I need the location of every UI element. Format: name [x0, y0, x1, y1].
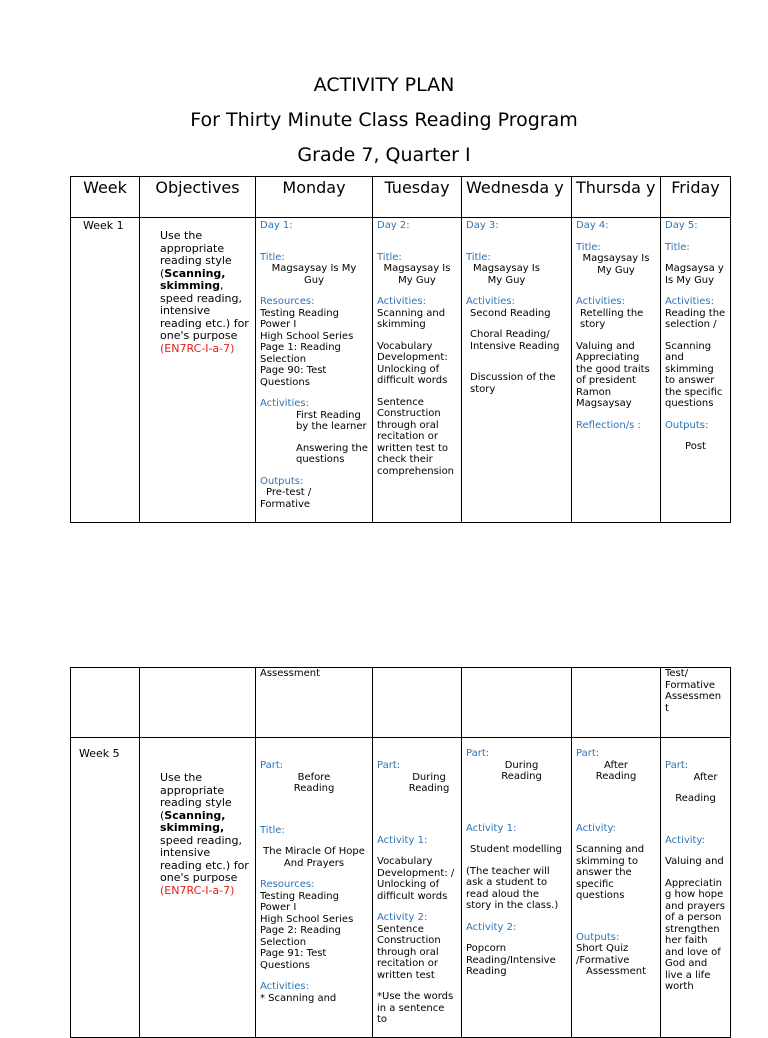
page-subtitle: For Thirty Minute Class Reading Program	[190, 109, 578, 131]
week5-objectives-cell	[140, 738, 256, 1038]
header-friday: Friday	[661, 177, 731, 218]
week-label: Week 1	[83, 219, 124, 232]
header-week: Week	[71, 177, 140, 218]
activity-table-week1	[70, 176, 731, 523]
day-label: Day 1:	[260, 220, 293, 231]
page-title: ACTIVITY PLAN	[313, 74, 455, 96]
week5-friday-cell: Part: After Reading Activity: Valuing and Appreciatin g how hope and prayers of a person strengthen her faith and love of God and live a life worth	[661, 738, 731, 1038]
continued-friday-cell: Test/ Formative Assessmen t	[661, 668, 731, 738]
competency-code: (EN7RC-I-a-7)	[160, 883, 235, 897]
objective-text: Use the appropriate reading style (Scanning, skimming, speed reading, intensive reading etc.) for one's purpose (EN7RC-I-a-7)	[160, 771, 249, 897]
header-thursday: Thursda y	[572, 177, 661, 218]
grade-quarter: Grade 7, Quarter I	[297, 144, 471, 166]
week1-friday-cell: Day 5: Title: Magsaysa y Is My Guy Activities: Reading the selection / Scanning and skimming to answer the specific questions Outputs: Post	[661, 218, 731, 523]
lesson-title: Magsaysay Is My Guy	[271, 263, 357, 286]
header-monday: Monday	[256, 177, 373, 218]
week1-thursday-cell: Day 4: Title: Magsaysay Is My Guy Activities: Retelling the story Valuing and Appreciating the good traits of president Ramon Magsaysay Reflection/s :	[572, 218, 661, 523]
activity-table-week5	[70, 667, 731, 1038]
week1-wednesday-cell: Day 3: Title: Magsaysay Is My Guy Activities: Second Reading Choral Reading/ Intensive Reading Discussion of the story	[462, 218, 572, 523]
week5-thursday-cell: Part: After Reading Activity: Scanning and skimming to answer the specific questions Outputs: Short Quiz /Formative Assessment	[572, 738, 661, 1038]
competency-code: (EN7RC-I-a-7)	[160, 341, 235, 355]
header-objectives: Objectives	[140, 177, 256, 218]
week1-cell	[71, 218, 140, 523]
header-wednesday: Wednesda y	[462, 177, 572, 218]
week1-monday-cell: Day 1: Title: Magsaysay Is My Guy Resources: Testing Reading Power I High School Series Page 1: Reading Selection Page 90: Test Questions Activities: First Reading by the learner Answering the questions Outputs: Pre-test / Formative	[256, 218, 373, 523]
week5-monday-cell: Part: Before Reading Title: The Miracle Of Hope And Prayers Resources: Testing Reading Power I High School Series Page 2: Reading Selection Page 91: Test Questions Activities: * Scanning and	[256, 738, 373, 1038]
week1-tuesday-cell: Day 2: Title: Magsaysay Is My Guy Activities: Scanning and skimming Vocabulary Development: Unlocking of difficult words Sentence Construction through oral recitation or written test to check their comprehension	[373, 218, 462, 523]
week1-objectives-cell	[140, 218, 256, 523]
week-label: Week 5	[79, 747, 120, 760]
continued-monday-cell: Assessment	[256, 668, 373, 738]
week5-wednesday-cell: Part: During Reading Activity 1: Student modelling (The teacher will ask a student to read aloud the story in the class.) Activity 2: Popcorn Reading/Intensive Reading	[462, 738, 572, 1038]
week5-cell	[71, 738, 140, 1038]
header-tuesday: Tuesday	[373, 177, 462, 218]
week5-tuesday-cell: Part: During Reading Activity 1: Vocabulary Development: / Unlocking of difficult words Activity 2: Sentence Construction through oral recitation or written test *Use the words in a sentence to	[373, 738, 462, 1038]
objective-text: Use the appropriate reading style (Scanning, skimming, speed reading, intensive reading etc.) for one's purpose (EN7RC-I-a-7)	[160, 229, 249, 355]
